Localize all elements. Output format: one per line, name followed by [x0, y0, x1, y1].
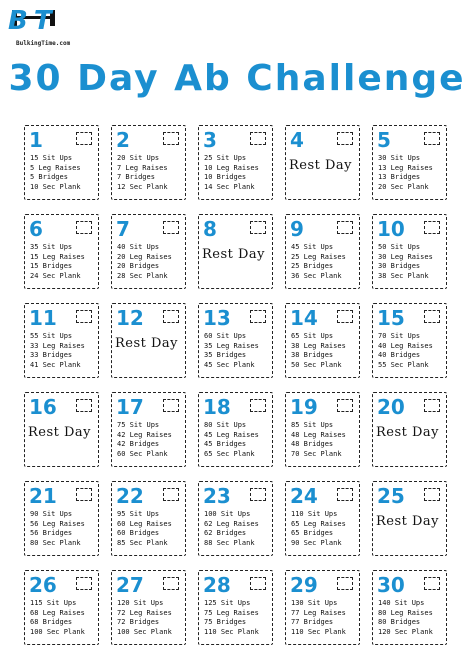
day-cell [24, 570, 99, 645]
day-cell [285, 392, 360, 467]
day-cell [285, 481, 360, 556]
day-number: 26 [29, 573, 57, 597]
exercise-list [378, 599, 433, 637]
day-checkbox[interactable] [76, 577, 92, 590]
exercise-line: 65 Sec Plank [204, 449, 255, 458]
day-cell [372, 392, 447, 467]
day-checkbox[interactable] [76, 488, 92, 501]
exercise-line: 65 Sit Ups [291, 332, 334, 340]
exercise-list [30, 599, 85, 637]
exercise-line: 80 Sec Plank [30, 538, 81, 547]
day-number: 15 [377, 306, 405, 330]
day-checkbox[interactable] [424, 488, 440, 501]
exercise-line: 10 Bridges [204, 173, 247, 181]
exercise-line: 85 Sec Plank [117, 538, 168, 547]
exercise-line: 70 Sec Plank [291, 449, 342, 458]
day-cell [24, 214, 99, 289]
day-checkbox[interactable] [337, 577, 353, 590]
exercise-line: 60 Sit Ups [204, 332, 247, 340]
day-checkbox[interactable] [424, 221, 440, 234]
day-number: 8 [203, 217, 217, 241]
exercise-list [117, 243, 172, 281]
day-cell [111, 125, 186, 200]
exercise-line: 7 Leg Raises [117, 163, 168, 172]
exercise-line: 110 Sec Plank [291, 627, 346, 636]
exercise-line: 60 Sec Plank [117, 449, 168, 458]
day-number: 22 [116, 484, 144, 508]
exercise-line: 25 Sit Ups [204, 154, 247, 162]
exercise-list [378, 332, 433, 370]
day-cell [372, 214, 447, 289]
exercise-list [117, 421, 172, 459]
exercise-line: 70 Sit Ups [378, 332, 421, 340]
day-number: 11 [29, 306, 57, 330]
exercise-line: 90 Sec Plank [291, 538, 342, 547]
exercise-line: 65 Leg Raises [291, 519, 346, 528]
exercise-line: 35 Bridges [204, 351, 247, 359]
exercise-line: 15 Sit Ups [30, 154, 73, 162]
day-checkbox[interactable] [76, 399, 92, 412]
exercise-line: 48 Leg Raises [291, 430, 346, 439]
exercise-line: 41 Sec Plank [30, 360, 81, 369]
day-cell [372, 570, 447, 645]
exercise-line: 30 Sit Ups [378, 154, 421, 162]
exercise-line: 10 Sec Plank [30, 182, 81, 191]
day-number: 9 [290, 217, 304, 241]
day-number: 10 [377, 217, 405, 241]
exercise-list [378, 243, 433, 281]
exercise-line: 33 Leg Raises [30, 341, 85, 350]
exercise-line: 24 Sec Plank [30, 271, 81, 280]
rest-day-label: Rest Day [202, 247, 266, 262]
exercise-line: 20 Leg Raises [117, 252, 172, 261]
day-checkbox[interactable] [337, 399, 353, 412]
exercise-line: 72 Leg Raises [117, 608, 172, 617]
exercise-line: 30 Bridges [378, 262, 421, 270]
exercise-line: 45 Sit Ups [291, 243, 334, 251]
day-checkbox[interactable] [163, 399, 179, 412]
exercise-line: 38 Sec Plank [378, 271, 429, 280]
exercise-list [30, 243, 85, 281]
exercise-line: 68 Bridges [30, 618, 73, 626]
exercise-line: 60 Leg Raises [117, 519, 172, 528]
exercise-list [204, 421, 259, 459]
exercise-line: 65 Bridges [291, 529, 334, 537]
exercise-line: 125 Sit Ups [204, 599, 251, 607]
exercise-line: 110 Sit Ups [291, 510, 338, 518]
day-number: 27 [116, 573, 144, 597]
day-checkbox[interactable] [250, 399, 266, 412]
exercise-line: 75 Bridges [204, 618, 247, 626]
day-checkbox[interactable] [76, 132, 92, 145]
day-number: 17 [116, 395, 144, 419]
exercise-line: 28 Sec Plank [117, 271, 168, 280]
exercise-list [378, 154, 433, 192]
exercise-line: 45 Sec Plank [204, 360, 255, 369]
exercise-line: 33 Bridges [30, 351, 73, 359]
day-cell [111, 481, 186, 556]
day-cell [285, 125, 360, 200]
exercise-line: 55 Sec Plank [378, 360, 429, 369]
exercise-line: 130 Sit Ups [291, 599, 338, 607]
day-cell [285, 214, 360, 289]
exercise-line: 80 Leg Raises [378, 608, 433, 617]
exercise-line: 35 Sit Ups [30, 243, 73, 251]
exercise-line: 14 Sec Plank [204, 182, 255, 191]
exercise-line: 7 Bridges [117, 173, 155, 181]
day-checkbox[interactable] [424, 132, 440, 145]
day-cell [285, 303, 360, 378]
exercise-line: 75 Sit Ups [117, 421, 160, 429]
page-title: 30 Day Ab Challenge [8, 58, 466, 99]
logo-site: BulkingTime.com [16, 40, 71, 47]
rest-day-label: Rest Day [289, 158, 353, 173]
day-cell [24, 125, 99, 200]
exercise-line: 60 Bridges [117, 529, 160, 537]
rest-day-label: Rest Day [376, 425, 440, 440]
exercise-list [291, 243, 346, 281]
day-checkbox[interactable] [163, 132, 179, 145]
exercise-line: 30 Leg Raises [378, 252, 433, 261]
exercise-list [30, 510, 85, 548]
day-checkbox[interactable] [163, 310, 179, 323]
day-number: 4 [290, 128, 304, 152]
day-cell [111, 214, 186, 289]
day-checkbox[interactable] [337, 310, 353, 323]
exercise-line: 120 Sit Ups [117, 599, 164, 607]
exercise-line: 140 Sit Ups [378, 599, 425, 607]
exercise-line: 100 Sec Plank [30, 627, 85, 636]
day-number: 13 [203, 306, 231, 330]
exercise-line: 120 Sec Plank [378, 627, 433, 636]
day-cell [24, 481, 99, 556]
exercise-list [291, 510, 346, 548]
day-checkbox[interactable] [337, 221, 353, 234]
day-checkbox[interactable] [424, 310, 440, 323]
exercise-line: 35 Leg Raises [204, 341, 259, 350]
logo-letters: BT [8, 6, 58, 36]
day-checkbox[interactable] [163, 221, 179, 234]
exercise-line: 80 Sit Ups [204, 421, 247, 429]
day-checkbox[interactable] [250, 488, 266, 501]
exercise-line: 110 Sec Plank [204, 627, 259, 636]
day-cell [372, 303, 447, 378]
exercise-line: 50 Sit Ups [378, 243, 421, 251]
exercise-line: 90 Sit Ups [30, 510, 73, 518]
day-checkbox[interactable] [424, 399, 440, 412]
exercise-line: 36 Sec Plank [291, 271, 342, 280]
day-number: 25 [377, 484, 405, 508]
day-checkbox[interactable] [424, 577, 440, 590]
exercise-line: 56 Leg Raises [30, 519, 85, 528]
day-cell [198, 481, 273, 556]
exercise-line: 68 Leg Raises [30, 608, 85, 617]
exercise-line: 25 Leg Raises [291, 252, 346, 261]
day-number: 29 [290, 573, 318, 597]
day-number: 28 [203, 573, 231, 597]
day-cell [198, 570, 273, 645]
exercise-line: 62 Leg Raises [204, 519, 259, 528]
day-number: 18 [203, 395, 231, 419]
day-number: 16 [29, 395, 57, 419]
exercise-line: 42 Bridges [117, 440, 160, 448]
day-number: 23 [203, 484, 231, 508]
day-cell [198, 303, 273, 378]
rest-day-label: Rest Day [28, 425, 92, 440]
exercise-line: 13 Bridges [378, 173, 421, 181]
day-cell [111, 570, 186, 645]
exercise-line: 5 Bridges [30, 173, 68, 181]
exercise-list [204, 599, 259, 637]
exercise-line: 40 Bridges [378, 351, 421, 359]
day-number: 30 [377, 573, 405, 597]
day-cell [372, 481, 447, 556]
day-cell [198, 214, 273, 289]
exercise-line: 42 Leg Raises [117, 430, 172, 439]
exercise-line: 72 Bridges [117, 618, 160, 626]
exercise-line: 40 Leg Raises [378, 341, 433, 350]
day-number: 6 [29, 217, 43, 241]
day-checkbox[interactable] [76, 310, 92, 323]
day-checkbox[interactable] [163, 577, 179, 590]
day-number: 7 [116, 217, 130, 241]
day-number: 2 [116, 128, 130, 152]
exercise-line: 48 Bridges [291, 440, 334, 448]
exercise-line: 5 Leg Raises [30, 163, 81, 172]
day-number: 14 [290, 306, 318, 330]
exercise-line: 55 Sit Ups [30, 332, 73, 340]
exercise-list [204, 332, 259, 370]
day-cell [111, 392, 186, 467]
day-cell [372, 125, 447, 200]
day-cell [198, 392, 273, 467]
exercise-list [204, 154, 259, 192]
exercise-line: 62 Bridges [204, 529, 247, 537]
exercise-list [291, 421, 346, 459]
day-checkbox[interactable] [250, 221, 266, 234]
day-cell [198, 125, 273, 200]
exercise-line: 50 Sec Plank [291, 360, 342, 369]
day-checkbox[interactable] [250, 577, 266, 590]
exercise-line: 77 Leg Raises [291, 608, 346, 617]
day-checkbox[interactable] [250, 132, 266, 145]
exercise-line: 56 Bridges [30, 529, 73, 537]
day-checkbox[interactable] [163, 488, 179, 501]
logo [6, 4, 70, 48]
exercise-line: 10 Leg Raises [204, 163, 259, 172]
exercise-line: 100 Sit Ups [204, 510, 251, 518]
day-checkbox[interactable] [337, 488, 353, 501]
day-cell [111, 303, 186, 378]
exercise-list [30, 154, 81, 192]
rest-day-label: Rest Day [376, 514, 440, 529]
exercise-line: 20 Sec Plank [378, 182, 429, 191]
day-number: 12 [116, 306, 144, 330]
day-number: 1 [29, 128, 43, 152]
exercise-list [117, 154, 168, 192]
exercise-line: 77 Bridges [291, 618, 334, 626]
exercise-line: 45 Leg Raises [204, 430, 259, 439]
day-checkbox[interactable] [76, 221, 92, 234]
day-checkbox[interactable] [250, 310, 266, 323]
exercise-list [117, 510, 172, 548]
day-cell [24, 303, 99, 378]
exercise-line: 15 Leg Raises [30, 252, 85, 261]
exercise-line: 88 Sec Plank [204, 538, 255, 547]
day-number: 24 [290, 484, 318, 508]
exercise-line: 38 Bridges [291, 351, 334, 359]
exercise-line: 45 Bridges [204, 440, 247, 448]
exercise-line: 25 Bridges [291, 262, 334, 270]
calendar-grid [24, 125, 448, 655]
exercise-line: 80 Bridges [378, 618, 421, 626]
exercise-line: 95 Sit Ups [117, 510, 160, 518]
exercise-list [291, 599, 346, 637]
day-number: 21 [29, 484, 57, 508]
day-number: 20 [377, 395, 405, 419]
exercise-line: 13 Leg Raises [378, 163, 433, 172]
exercise-list [291, 332, 346, 370]
exercise-line: 115 Sit Ups [30, 599, 77, 607]
exercise-line: 85 Sit Ups [291, 421, 334, 429]
day-number: 19 [290, 395, 318, 419]
exercise-line: 20 Sit Ups [117, 154, 160, 162]
day-number: 3 [203, 128, 217, 152]
day-checkbox[interactable] [337, 132, 353, 145]
exercise-line: 38 Leg Raises [291, 341, 346, 350]
exercise-list [204, 510, 259, 548]
day-number: 5 [377, 128, 391, 152]
exercise-list [117, 599, 172, 637]
exercise-line: 20 Bridges [117, 262, 160, 270]
exercise-list [30, 332, 85, 370]
rest-day-label: Rest Day [115, 336, 179, 351]
exercise-line: 15 Bridges [30, 262, 73, 270]
day-cell [285, 570, 360, 645]
exercise-line: 100 Sec Plank [117, 627, 172, 636]
exercise-line: 12 Sec Plank [117, 182, 168, 191]
exercise-line: 40 Sit Ups [117, 243, 160, 251]
exercise-line: 75 Leg Raises [204, 608, 259, 617]
day-cell [24, 392, 99, 467]
